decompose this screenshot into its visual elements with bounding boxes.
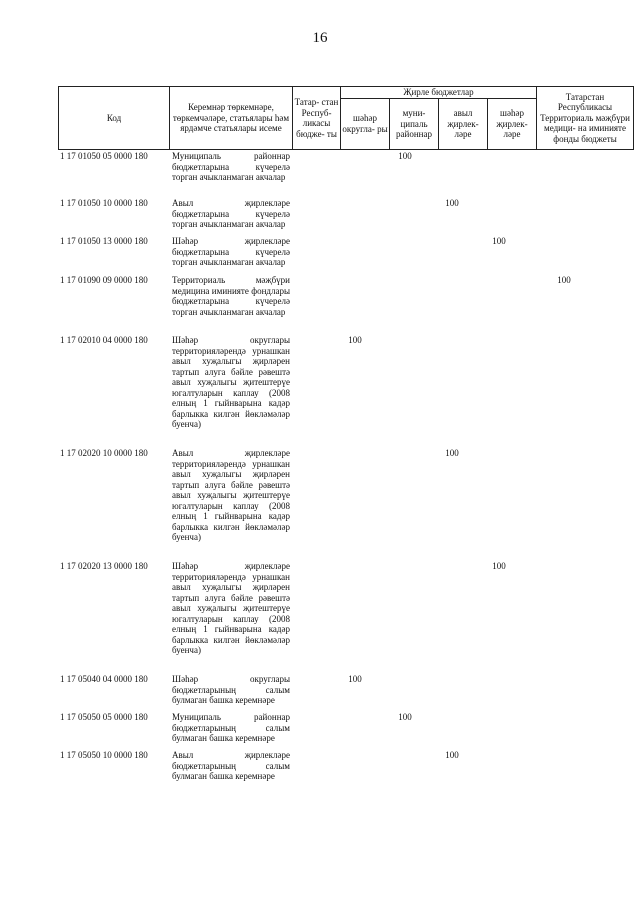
row-value-city: 100 [348,674,362,684]
row-name: Авыл җирлекләре территорияләрендә урнашкан авыл хуҗалыгы җирләрен тартып алуга бәйле рәвештә авыл хуҗалыгы җитештерүе югалтуларын каплау (2008 елның 1 гыйнварына кадәр барлыкка килгән йөкләмәләр буенча) [172,448,290,542]
row-value-city: 100 [348,335,362,345]
row-value-rural: 100 [445,750,459,760]
row-code: 1 17 02020 10 0000 180 [60,448,148,458]
row-value-municipal: 100 [398,151,412,161]
row-name: Шәһәр җирлекләре бюджетларына күчерелә торган ачыкланмаган акчалар [172,236,290,267]
header-municipal-districts: муни- ципаль районнар [390,98,439,149]
header-fund: Татарстан Республикасы Территориаль мәҗбүри медици- на иминияте фонды бюджеты [537,87,634,150]
header-rt-budget: Татар- стан Респуб- ликасы бюдже- ты [293,87,341,150]
row-value-fund: 100 [557,275,571,285]
row-code: 1 17 05050 10 0000 180 [60,750,148,760]
header-code: Код [59,87,170,150]
row-name: Муниципаль районнар бюджетларының салым булмаган башка керемнәре [172,712,290,743]
row-code: 1 17 05040 04 0000 180 [60,674,148,684]
row-code: 1 17 01050 13 0000 180 [60,236,148,246]
row-name: Авыл җирлекләре бюджетларының салым булмаган башка керемнәре [172,750,290,781]
header-name: Керемнәр төркемнәре, төркемчәләре, статьялары һәм ярдәмче статьялары исеме [170,87,293,150]
row-code: 1 17 05050 05 0000 180 [60,712,148,722]
row-code: 1 17 02010 04 0000 180 [60,335,148,345]
row-value-rural: 100 [445,198,459,208]
row-name: Шәһәр җирлекләре территорияләрендә урнашкан авыл хуҗалыгы җирләрен тартып алуга бәйле рәвештә авыл хуҗалыгы җитештерүе югалтуларын каплау (2008 елның 1 гыйнварына кадәр барлыкка килгән йөкләмәләр буенча) [172,561,290,655]
header-city-districts: шәһәр округла- ры [341,98,390,149]
row-code: 1 17 01050 05 0000 180 [60,151,148,161]
row-name: Шәһәр округлары территорияләрендә урнашкан авыл хуҗалыгы җирләрен тартып алуга бәйле рәвештә авыл хуҗалыгы җитештерүе югалтуларын каплау (2008 елның 1 гыйнварына кадәр барлыкка килгән йөкләмәләр буенча) [172,335,290,429]
row-code: 1 17 01090 09 0000 180 [60,275,148,285]
header-local-budgets: Җирле бюджетлар [341,87,537,99]
row-name: Муниципаль районнар бюджетларына күчерелә торган ачыкланмаган акчалар [172,151,290,182]
row-name: Шәһәр округлары бюджетларының салым булмаган башка керемнәре [172,674,290,705]
row-value-urban: 100 [492,236,506,246]
row-name: Авыл җирлекләре бюджетларына күчерелә торган ачыкланмаган акчалар [172,198,290,229]
header-rural-settlements: авыл җирлек- ләре [439,98,488,149]
table-header [58,86,634,150]
row-value-municipal: 100 [398,712,412,722]
row-code: 1 17 02020 13 0000 180 [60,561,148,571]
row-value-urban: 100 [492,561,506,571]
header-urban-settlements: шәһәр җирлек- ләре [488,98,537,149]
row-name: Территориаль мәҗбүри медицина иминияте фондлары бюджетларына күчерелә торган ачыкланмаган акчалар [172,275,290,317]
page-number: 16 [312,30,328,46]
row-code: 1 17 01050 10 0000 180 [60,198,148,208]
row-value-rural: 100 [445,448,459,458]
